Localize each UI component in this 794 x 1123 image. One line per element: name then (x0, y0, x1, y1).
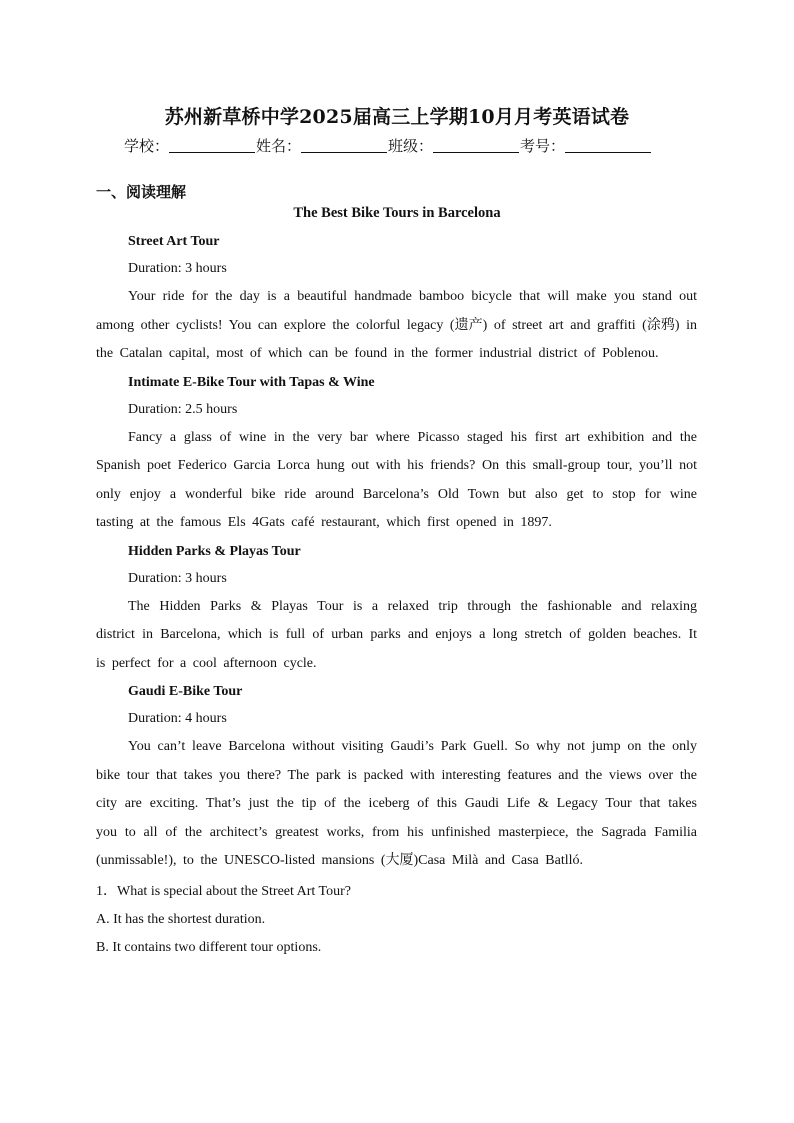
tour-name: Hidden Parks & Playas Tour (128, 543, 301, 559)
tour-description: Fancy a glass of wine in the very bar where Picasso staged his first art exhibition and the Spanish poet Federico Garcia Lorca hung out with his friends? On this small-group tour, you’ll not only enjoy a wonderful bike ride around Barcelona’s Old Town but also get to stop for wine tasting at the famous Els 4Gats café restaurant, which first opened in 1897. (96, 429, 697, 530)
class-blank (433, 138, 519, 153)
tour-description: You can’t leave Barcelona without visiting Gaudi’s Park Guell. So why not jump on the only bike tour that takes you there? The park is packed with interesting features and the views over the city are exciting. That’s just the tip of the iceberg of this Gaudi Life & Legacy Tour that takes you to all of the architect’s greatest works, from his unfinished masterpiece, the Sagrada Familia (unmissable!), to the UNESCO-listed mansions (大厦)Casa Milà and Casa Batlló. (96, 739, 697, 868)
tour-duration: Duration: 3 hours (128, 261, 227, 276)
school-label: 学校： (124, 137, 170, 155)
tour-name: Street Art Tour (128, 234, 220, 249)
name-label: 姓名： (256, 137, 302, 155)
answer-option: A. It has the shortest duration. (96, 911, 266, 927)
tour-block (96, 229, 697, 369)
school-blank (169, 138, 255, 153)
tour-duration: Duration: 4 hours (128, 711, 227, 726)
name-blank (301, 138, 387, 153)
tour-block (96, 679, 697, 876)
tour-duration: Duration: 3 hours (128, 570, 227, 586)
number-label: 考号： (520, 137, 566, 155)
tour-description: The Hidden Parks & Playas Tour is a relaxed trip through the fashionable and relaxing district in Barcelona, which is full of urban parks and enjoys a long stretch of golden beaches. It is perfect for a cool afternoon cycle. (96, 598, 697, 671)
class-label: 班级： (388, 137, 434, 155)
number-blank (565, 138, 651, 153)
answer-option: B. It contains two different tour options. (96, 939, 322, 955)
article-body (96, 228, 697, 962)
question-stem: 1．What is special about the Street Art Tour? (96, 883, 351, 899)
tour-name: Intimate E-Bike Tour with Tapas & Wine (128, 374, 375, 390)
section-heading: 一、阅读理解 (96, 183, 187, 201)
tour-duration: Duration: 2.5 hours (128, 401, 238, 417)
article-title: The Best Bike Tours in Barcelona (293, 205, 501, 221)
tour-block (96, 370, 697, 538)
tour-block (96, 539, 697, 679)
exam-title: 苏州新草桥中学2025届高三上学期10月月考英语试卷 (164, 106, 630, 128)
student-info-line (124, 135, 652, 156)
tour-description: Your ride for the day is a beautiful handmade bamboo bicycle that will make you stand out among other cyclists! You can explore the colorful legacy (遗产) of street art and graffiti (涂鸦) in the Catalan capital, most of which can be found in the former industrial district of Poblenou. (96, 289, 697, 361)
tour-name: Gaudi E-Bike Tour (128, 684, 243, 699)
